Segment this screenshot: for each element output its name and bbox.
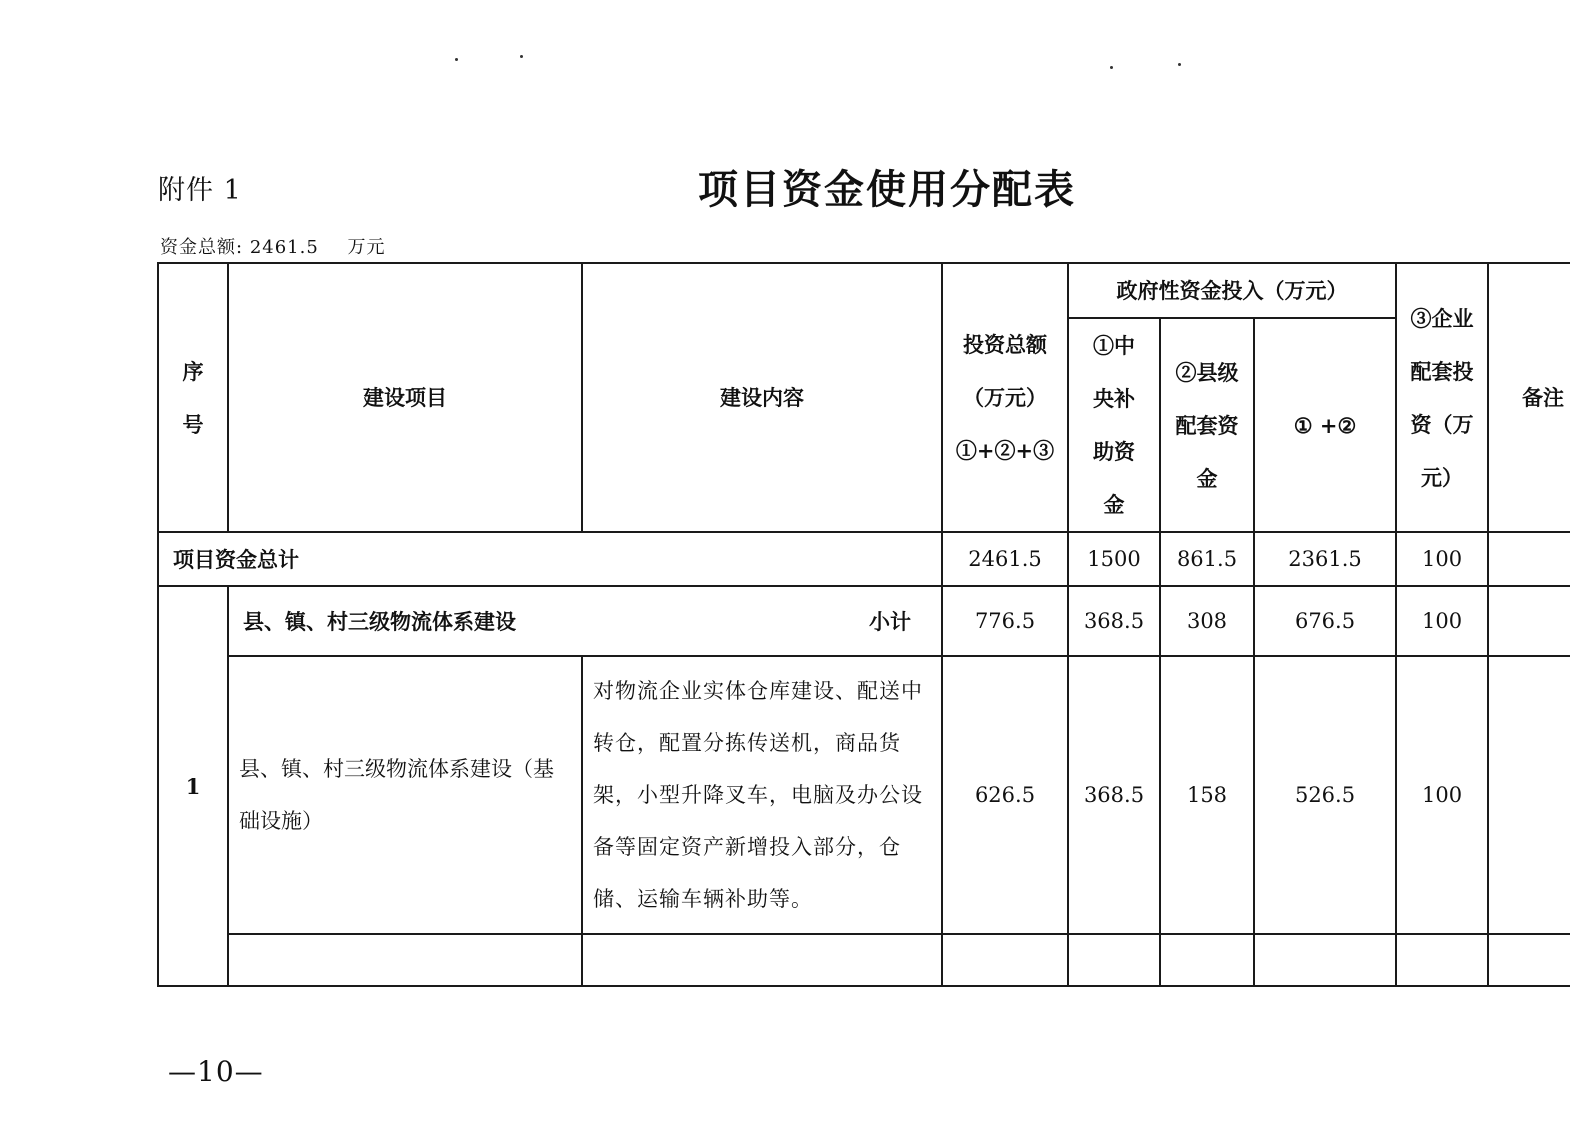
row-remark: [1488, 656, 1570, 934]
grand-total-central: 1500: [1068, 532, 1160, 586]
empty-cell: [1488, 934, 1570, 986]
grand-total-label: 项目资金总计: [158, 532, 942, 586]
header-sum12: ① +②: [1254, 318, 1396, 532]
empty-cell: [942, 934, 1068, 986]
subtotal-enterprise: 100: [1396, 586, 1488, 656]
row-enterprise: 100: [1396, 656, 1488, 934]
header-central: ①中央补助资金: [1068, 318, 1160, 532]
subtotal-remark: [1488, 586, 1570, 656]
page-number: —10—: [168, 1055, 264, 1088]
empty-row: [158, 934, 1570, 986]
header-enterprise: ③企业配套投资（万元）: [1396, 263, 1488, 532]
empty-cell: [1254, 934, 1396, 986]
header-county: ②县级配套资金: [1160, 318, 1254, 532]
empty-cell: [1396, 934, 1488, 986]
grand-total-remark: [1488, 532, 1570, 586]
subtotal-invest: 776.5: [942, 586, 1068, 656]
fund-total-label: 资金总额:: [160, 237, 244, 258]
header-gov-group: 政府性资金投入（万元）: [1068, 263, 1396, 318]
subtotal-label: 小计: [869, 609, 911, 634]
empty-cell: [1068, 934, 1160, 986]
page-title: 项目资金使用分配表: [698, 166, 1076, 213]
header-row-1: [158, 263, 1570, 318]
header-project: 建设项目: [228, 263, 582, 532]
grand-total-invest: 2461.5: [942, 532, 1068, 586]
fund-total-unit: 万元: [347, 237, 386, 258]
fund-total-value: 2461.5: [249, 237, 319, 258]
subtotal-project-cell: [228, 586, 942, 656]
seq-cell: 1: [158, 586, 228, 986]
row-central: 368.5: [1068, 656, 1160, 934]
empty-cell: [1160, 934, 1254, 986]
row-invest: 626.5: [942, 656, 1068, 934]
header-total-invest: 投资总额（万元）①+②+③: [942, 263, 1068, 532]
subtotal-project: 县、镇、村三级物流体系建设: [243, 609, 516, 634]
row-county: 158: [1160, 656, 1254, 934]
grand-total-county: 861.5: [1160, 532, 1254, 586]
row-sum12: 526.5: [1254, 656, 1396, 934]
subtotal-sum12: 676.5: [1254, 586, 1396, 656]
attachment-label: 附件 1: [158, 175, 242, 206]
empty-cell: [582, 934, 942, 986]
row-content: 对物流企业实体仓库建设、配送中转仓，配置分拣传送机，商品货架，小型升降叉车，电脑及办公设备等固定资产新增投入部分，仓储、运输车辆补助等。: [582, 656, 942, 934]
subtotal-county: 308: [1160, 586, 1254, 656]
fund-allocation-table: [157, 262, 1570, 987]
header-content: 建设内容: [582, 263, 942, 532]
empty-cell: [228, 934, 582, 986]
subtotal-row: [158, 586, 1570, 656]
grand-total-enterprise: 100: [1396, 532, 1488, 586]
header-seq: 序号: [158, 263, 228, 532]
grand-total-row: [158, 532, 1570, 586]
table-row: [158, 656, 1570, 934]
header-remark: 备注: [1488, 263, 1570, 532]
fund-total-line: [160, 233, 386, 259]
row-project: 县、镇、村三级物流体系建设（基础设施）: [228, 656, 582, 934]
subtotal-central: 368.5: [1068, 586, 1160, 656]
grand-total-sum12: 2361.5: [1254, 532, 1396, 586]
